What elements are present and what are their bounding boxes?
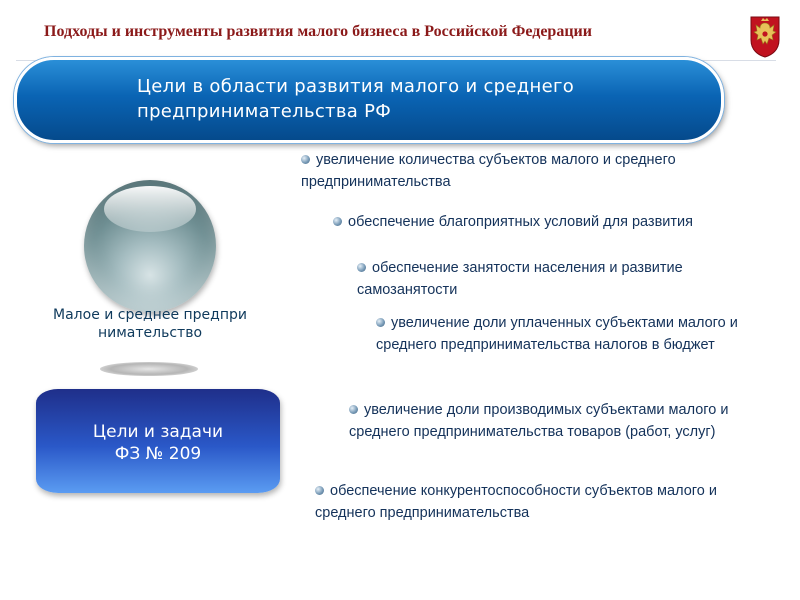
- sphere-highlight: [104, 186, 196, 232]
- goal-text: обеспечение занятости населения и развитие самозанятости: [357, 260, 683, 298]
- sphere-label: Малое и среднее предпринимательство: [53, 307, 247, 341]
- goal-item: [357, 257, 737, 301]
- goal-text: обеспечение конкурентоспособности субъектов малого и среднего предпринимательства: [315, 483, 717, 521]
- goals-box-line2: ФЗ № 209: [114, 444, 202, 464]
- bullet-icon: [376, 318, 385, 327]
- goal-text: увеличение доли уплаченных субъектами малого и среднего предпринимательства налогов в бюджет: [376, 315, 738, 353]
- bullet-icon: [349, 405, 358, 414]
- goals-law-box: [36, 389, 280, 493]
- goal-text: увеличение доли производимых субъектами малого и среднего предпринимательства товаров (работ, услуг): [349, 402, 729, 440]
- goal-item: [376, 312, 776, 356]
- goal-text: обеспечение благоприятных условий для развития: [348, 214, 693, 230]
- goal-item: [301, 149, 721, 193]
- goals-box-text: [36, 421, 280, 465]
- goals-box-line1: Цели и задачи: [92, 422, 224, 442]
- sphere-graphic: [84, 180, 216, 312]
- banner-text: Цели в области развития малого и среднего предпринимательства РФ: [137, 76, 575, 122]
- goal-item: [349, 399, 769, 443]
- bullet-icon: [301, 155, 310, 164]
- bullet-icon: [315, 486, 324, 495]
- bullet-icon: [333, 217, 342, 226]
- slide-title: Подходы и инструменты развития малого бизнеса в Российской Федерации: [44, 23, 592, 40]
- russian-coat-of-arms-icon: [748, 14, 782, 58]
- bullet-icon: [357, 263, 366, 272]
- goal-item: [315, 480, 755, 524]
- goal-item: [333, 211, 733, 233]
- goal-text: увеличение количества субъектов малого и среднего предпринимательства: [301, 152, 676, 190]
- sphere-shadow: [100, 362, 198, 376]
- goals-banner: [14, 57, 724, 143]
